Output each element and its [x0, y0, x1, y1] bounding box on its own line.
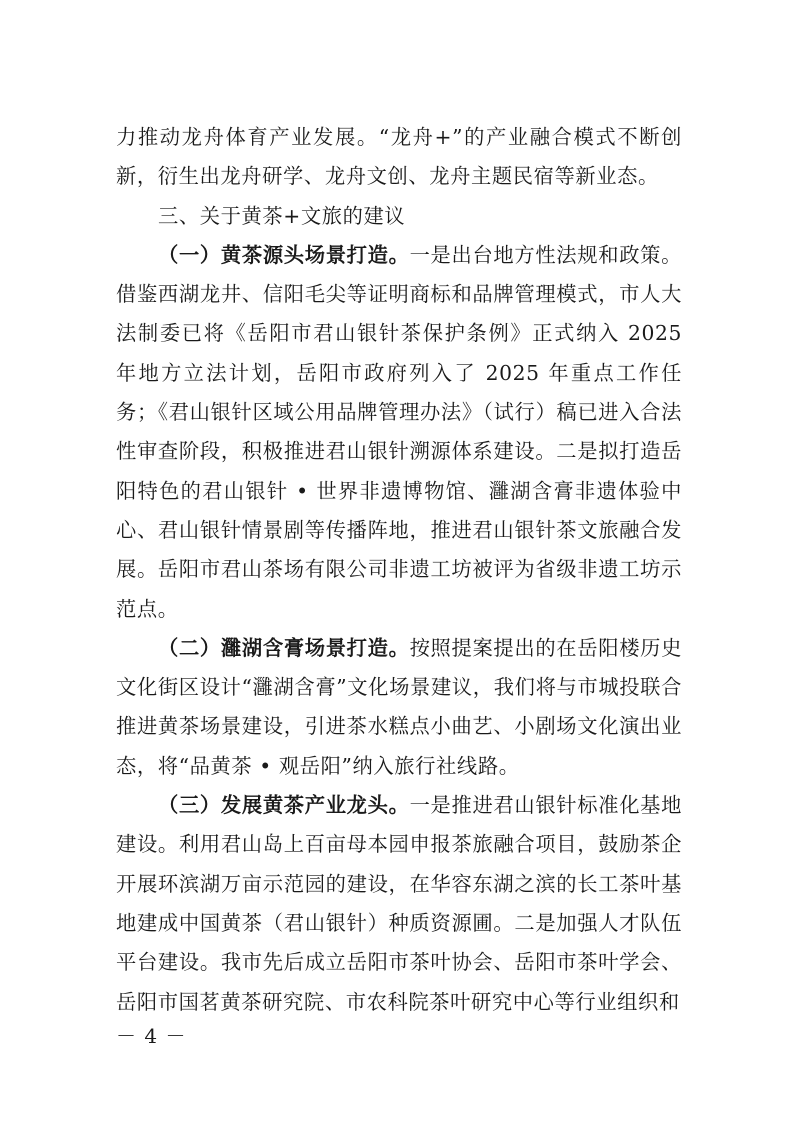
paragraph-4-text: 按照提案提出的在岳阳楼历史文化街区设计“灉湖含膏”文化场景建议，我们将与市城投联合推进黄茶场景建设，引进茶水糕点小曲艺、小剧场文化演出业态，将“品黄茶 • 观岳阳”纳入旅行社线路。 — [116, 635, 682, 778]
paragraph-4 — [116, 629, 682, 786]
subheading-2: （二）灉湖含膏场景打造。 — [158, 635, 410, 660]
paragraph-5-text: 一是推进君山银针标准化基地建设。利用君山岛上百亩母本园申报茶旅融合项目，鼓励茶企开展环滨湖万亩示范园的建设，在华容东湖之滨的长工茶叶基地建成中国黄茶（君山银针）种质资源圃。二是加强人才队伍平台建设。我市先后成立岳阳市茶叶协会、岳阳市茶叶学会、岳阳市国茗黄茶研究院、市农科院茶叶研究中心等行业组织和 — [116, 793, 682, 1014]
subheading-3: （三）发展黄茶产业龙头。 — [158, 793, 410, 818]
paragraph-1-text: 力推动龙舟体育产业发展。“龙舟+”的产业融合模式不断创新，衍生出龙舟研学、龙舟文创、龙舟主题民宿等新业态。 — [116, 125, 682, 189]
paragraph-3-text: 一是出台地方性法规和政策。借鉴西湖龙井、信阳毛尖等证明商标和品牌管理模式，市人大法制委已将《岳阳市君山银针茶保护条例》正式纳入 2025 年地方立法计划，岳阳市政府列入了 2025 年重点工作任务；《君山银针区域公用品牌管理办法》（试行）稿已进入合法性审查阶段，积极推进君山银针溯源体系建设。二是拟打造岳阳特色的君山银针 • 世界非遗博物馆、灉湖含膏非遗体验中心、君山银针情景剧等传播阵地，推进君山银针茶文旅融合发展。岳阳市君山茶场有限公司非遗工坊被评为省级非遗工坊示范点。 — [116, 242, 682, 621]
paragraph-5 — [116, 786, 682, 1022]
section-heading-text: 三、关于黄茶+文旅的建议 — [158, 203, 406, 228]
body-text — [116, 118, 682, 1022]
section-heading — [116, 197, 682, 236]
paragraph-1 — [116, 118, 682, 197]
subheading-1: （一）黄茶源头场景打造。 — [158, 242, 410, 267]
page-number: － 4 － — [116, 1024, 187, 1048]
paragraph-3 — [116, 236, 682, 629]
